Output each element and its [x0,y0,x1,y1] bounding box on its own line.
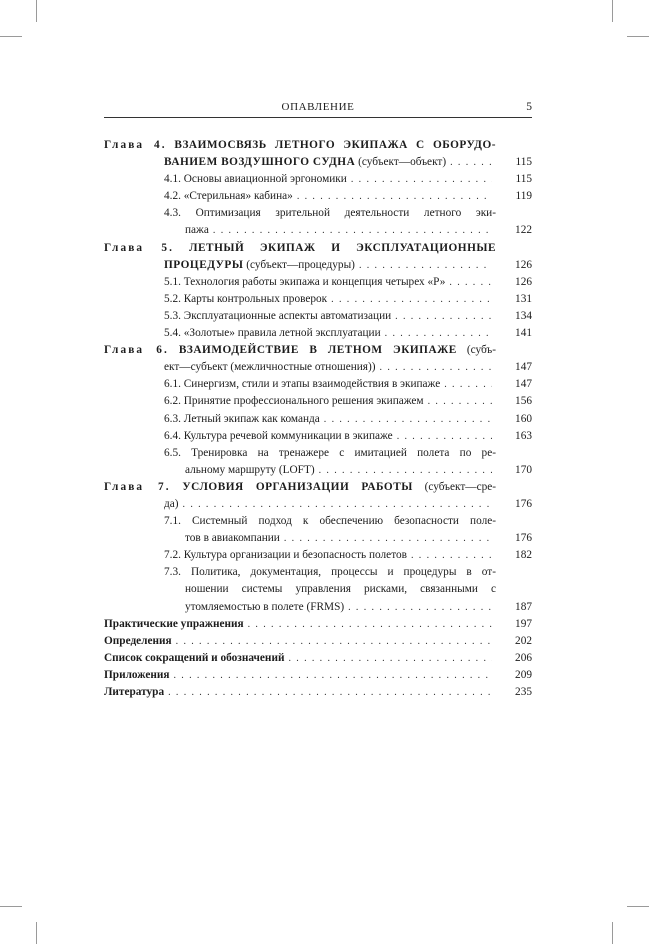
item-title: 5.2. Карты контрольных проверок [164,292,328,305]
chapter-subtitle: (субъ- [466,344,497,357]
page-ref: 141 [515,327,532,340]
item-title: 4.3. Оптимизация зрительной деятельности летного эки- [164,207,496,220]
dot-leader [168,684,492,701]
section-title: Список сокращений и обозначений [104,651,285,664]
dot-leader [348,599,492,616]
dot-leader [444,376,492,393]
item-title: 7.3. Политика, документация, процессы и процедуры в от- [164,566,496,579]
page-ref: 176 [515,497,532,510]
dot-leader [428,393,492,410]
chapter-label: Глава 4. [104,139,167,151]
dot-leader [395,308,492,325]
table-of-contents [104,137,532,701]
dot-leader [288,650,492,667]
dot-leader [351,171,492,188]
item-title-cont: тов в авиакомпании [185,532,280,545]
page-ref: 156 [515,395,532,408]
page-ref: 126 [515,258,532,271]
page-ref: 131 [515,292,532,305]
item-title-cont: альному маршруту (LOFT) [185,463,315,476]
toc-item-cont[interactable] [104,222,532,239]
dot-leader [319,462,492,479]
page-ref: 126 [515,275,532,288]
toc-back-matter[interactable] [104,616,532,633]
toc-item[interactable] [104,445,532,462]
chapter-label: Глава 7. [104,480,171,493]
page-ref: 122 [515,224,532,237]
page-ref: 115 [515,156,532,169]
page-ref: 202 [515,634,532,647]
dot-leader [297,188,492,205]
toc-chapter-6[interactable] [104,342,532,359]
dot-leader [331,291,492,308]
page-ref: 209 [515,668,532,681]
chapter-title: ВЗАИМОДЕЙСТВИЕ В ЛЕТНОМ ЭКИПАЖЕ [178,344,457,357]
page-ref: 160 [515,412,532,425]
running-head [104,101,532,118]
page-ref: 197 [515,617,532,630]
dot-leader [359,257,492,274]
toc-item-cont[interactable] [104,462,532,479]
page-ref: 134 [515,309,532,322]
chapter-subtitle: (субъект—сре- [424,480,497,493]
crop-mark [612,922,613,944]
page-ref: 119 [515,190,532,203]
section-title: Приложения [104,668,170,681]
page-ref: 170 [515,463,532,476]
item-title: 6.1. Синергизм, стили и этапы взаимодействия в экипаже [164,378,441,391]
toc-item[interactable] [104,274,532,291]
toc-item[interactable] [104,308,532,325]
crop-mark [627,36,649,37]
page-ref: 176 [515,532,532,545]
dot-leader [397,428,492,445]
chapter-title: УСЛОВИЯ ОРГАНИЗАЦИИ РАБОТЫ [182,480,413,493]
item-title: 5.4. «Золотые» правила летной эксплуатации [164,327,381,340]
dot-leader [449,274,492,291]
page-ref: 147 [515,378,532,391]
crop-mark [612,0,613,22]
toc-chapter-6-cont[interactable] [104,359,532,376]
dot-leader [450,154,492,171]
toc-chapter-5[interactable] [104,240,532,257]
crop-mark [627,906,649,907]
chapter-title: ВАНИЕМ ВОЗДУШНОГО СУДНА [164,156,356,169]
toc-item[interactable] [104,205,532,222]
dot-leader [324,411,492,428]
chapter-subtitle: (субъект—процедуры) [246,258,355,271]
crop-mark [36,0,37,22]
crop-mark [36,922,37,944]
toc-item[interactable] [104,188,532,205]
page-ref: 206 [515,651,532,664]
dot-leader [411,547,492,564]
toc-back-matter[interactable] [104,667,532,684]
chapter-label: Глава 6. [104,344,169,357]
chapter-title: ПРОЦЕДУРЫ [164,258,244,271]
page-ref: 235 [515,686,532,698]
chapter-subtitle: ект—субъект (межличностные отношения)) [164,361,376,374]
chapter-subtitle: (субъект—объект) [358,156,447,169]
item-title-cont: утомляемостью в полете (FRMS) [185,600,345,613]
toc-back-matter[interactable] [104,650,532,667]
page-ref: 147 [515,361,532,374]
section-title: Практические упражнения [104,617,244,630]
page-ref: 115 [515,173,532,186]
toc-item[interactable] [104,513,532,530]
dot-leader [213,222,492,239]
toc-item[interactable] [104,376,532,393]
toc-item[interactable] [104,411,532,428]
item-title: 4.2. «Стерильная» кабина» [164,190,293,203]
item-title: 5.1. Технология работы экипажа и концепция четырех «Р» [164,275,446,288]
toc-back-matter[interactable] [104,684,532,701]
section-title: Литература [104,686,165,698]
toc-item-cont[interactable] [104,581,532,598]
toc-item-cont[interactable] [104,530,532,547]
item-title-cont: ношении системы управления рисками, связанными с [185,583,496,596]
toc-chapter-4[interactable] [104,137,532,154]
crop-mark [0,36,22,37]
item-title: 6.2. Принятие профессионального решения экипажем [164,395,424,408]
page-number: 5 [526,101,532,113]
toc-item[interactable] [104,393,532,410]
page-ref: 187 [515,600,532,613]
toc-item[interactable] [104,325,532,342]
chapter-label: Глава 5. [104,241,175,254]
toc-item[interactable] [104,564,532,581]
toc-chapter-5-cont[interactable] [104,257,532,274]
item-title: 6.4. Культура речевой коммуникации в экипаже [164,429,393,442]
toc-chapter-4-cont[interactable] [104,154,532,171]
page-ref: 163 [515,429,532,442]
item-title: 6.5. Тренировка на тренажере с имитацией полета по ре- [164,446,496,459]
page-ref: 182 [515,549,532,562]
toc-item[interactable] [104,291,532,308]
item-title: 5.3. Эксплуатационные аспекты автоматизации [164,309,392,322]
toc-item[interactable] [104,171,532,188]
item-title: 7.2. Культура организации и безопасность полетов [164,549,407,562]
crop-mark [0,906,22,907]
running-head-title: ОПАВЛЕНИЕ [281,101,355,113]
toc-item-cont[interactable] [104,599,532,616]
dot-leader [183,496,492,513]
toc-item[interactable] [104,547,532,564]
toc-back-matter[interactable] [104,633,532,650]
chapter-title: ВЗАИМОСВЯЗЬ ЛЕТНОГО ЭКИПАЖА С ОБОРУДО- [174,139,497,151]
dot-leader [284,530,492,547]
toc-chapter-7-cont[interactable] [104,496,532,513]
chapter-title: ЛЕТНЫЙ ЭКИПАЖ И ЭКСПЛУАТАЦИОННЫЕ [189,241,496,254]
item-title: 6.3. Летный экипаж как команда [164,412,320,425]
item-title: 4.1. Основы авиационной эргономики [164,173,347,186]
section-title: Определения [104,634,172,647]
dot-leader [380,359,492,376]
item-title: 7.1. Системный подход к обеспечению безопасности поле- [164,515,496,528]
dot-leader [176,633,492,650]
chapter-subtitle: да) [164,497,179,510]
toc-chapter-7[interactable] [104,479,532,496]
dot-leader [385,325,492,342]
dot-leader [248,616,492,633]
dot-leader [173,667,492,684]
toc-item[interactable] [104,428,532,445]
item-title-cont: пажа [185,224,209,237]
